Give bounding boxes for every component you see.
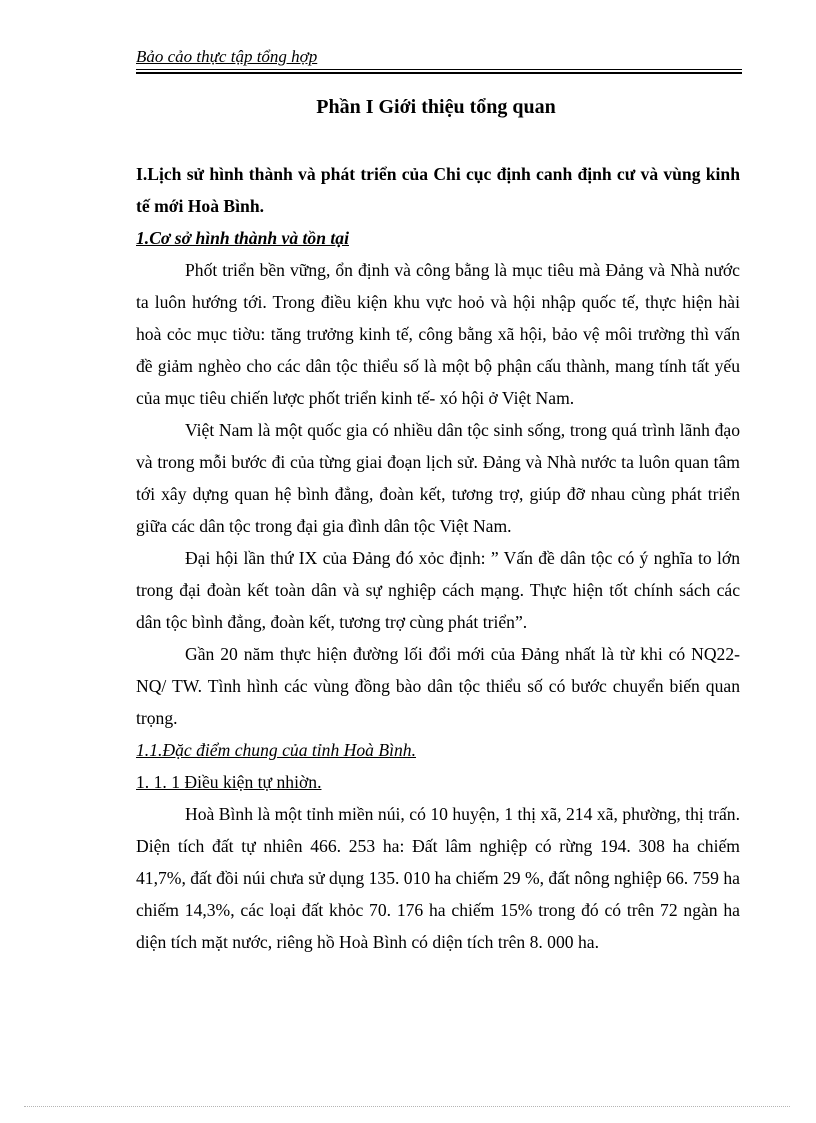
running-header xyxy=(136,47,742,67)
header-rule-thin xyxy=(136,69,742,70)
page-bottom-border xyxy=(24,1106,790,1107)
page-title: Phần I Giới thiệu tổng quan xyxy=(316,96,556,118)
subheading-characteristics: 1.1.Đặc điểm chung của tỉnh Hoà Bình. xyxy=(136,740,416,760)
paragraph: Gần 20 năm thực hiện đường lối đổi mới của Đảng nhất là từ khi có NQ22- NQ/ TW. Tình hình các vùng đồng bào dân tộc thiểu số có bước chuyển biến quan trọng. xyxy=(136,644,740,728)
paragraph: Đại hội lần thứ IX của Đảng đó xỏc định: ” Vấn đề dân tộc có ý nghĩa to lớn trong đại đoàn kết toàn dân và sự nghiệp cách mạng. Thực hiện tốt chính sách các dân tộc bình đẳng, đoàn kết, tương trợ cùng phát triển”. xyxy=(136,548,740,632)
document-body xyxy=(136,158,740,958)
paragraph: Hoà Bình là một tỉnh miền núi, có 10 huyện, 1 thị xã, 214 xã, phường, thị trấn. Diện tích đất tự nhiên 466. 253 ha: Đất lâm nghiệp có rừng 194. 308 ha chiếm 41,7%, đất đồi núi chưa sử dụng 135. 010 ha chiếm 29 %, đất nông nghiệp 66. 759 ha chiếm 14,3%, các loại đất khỏc 70. 176 ha chiếm 15% trong đó có trên 72 ngàn ha diện tích mặt nước, riêng hồ Hoà Bình có diện tích trên 8. 000 ha. xyxy=(136,804,740,952)
section-heading: I.Lịch sử hình thành và phát triển của Chi cục định canh định cư và vùng kinh tế mới Hoà Bình. xyxy=(136,164,740,216)
paragraph: Việt Nam là một quốc gia có nhiều dân tộc sinh sống, trong quá trình lãnh đạo và trong mỗi bước đi của từng giai đoạn lịch sử. Đảng và Nhà nước ta luôn quan tâm tới xây dựng quan hệ bình đẳng, đoàn kết, tương trợ, giúp đỡ nhau cùng phát triển giữa các dân tộc trong đại gia đình dân tộc Việt Nam. xyxy=(136,420,740,536)
subheading-origin: 1.Cơ sở hình thành và tồn tại xyxy=(136,228,349,248)
header-rule-thick xyxy=(136,72,742,74)
subheading-natural-conditions: 1. 1. 1 Điều kiện tự nhiờn. xyxy=(136,772,322,792)
paragraph: Phốt triển bền vững, ổn định và công bằng là mục tiêu mà Đảng và Nhà nước ta luôn hướng tới. Trong điều kiện khu vực hoỏ và hội nhập quốc tế, thực hiện hài hoà cỏc mục tiờu: tăng trưởng kinh tế, công bằng xã hội, bảo vệ môi trường thì vấn đề giảm nghèo cho các dân tộc thiểu số là một bộ phận cấu thành, mang tính tất yếu của mục tiêu chiến lược phốt triển kinh tế- xó hội ở Việt Nam. xyxy=(136,260,740,408)
header-text: Bảo cảo thực tập tổng hợp xyxy=(136,47,318,66)
